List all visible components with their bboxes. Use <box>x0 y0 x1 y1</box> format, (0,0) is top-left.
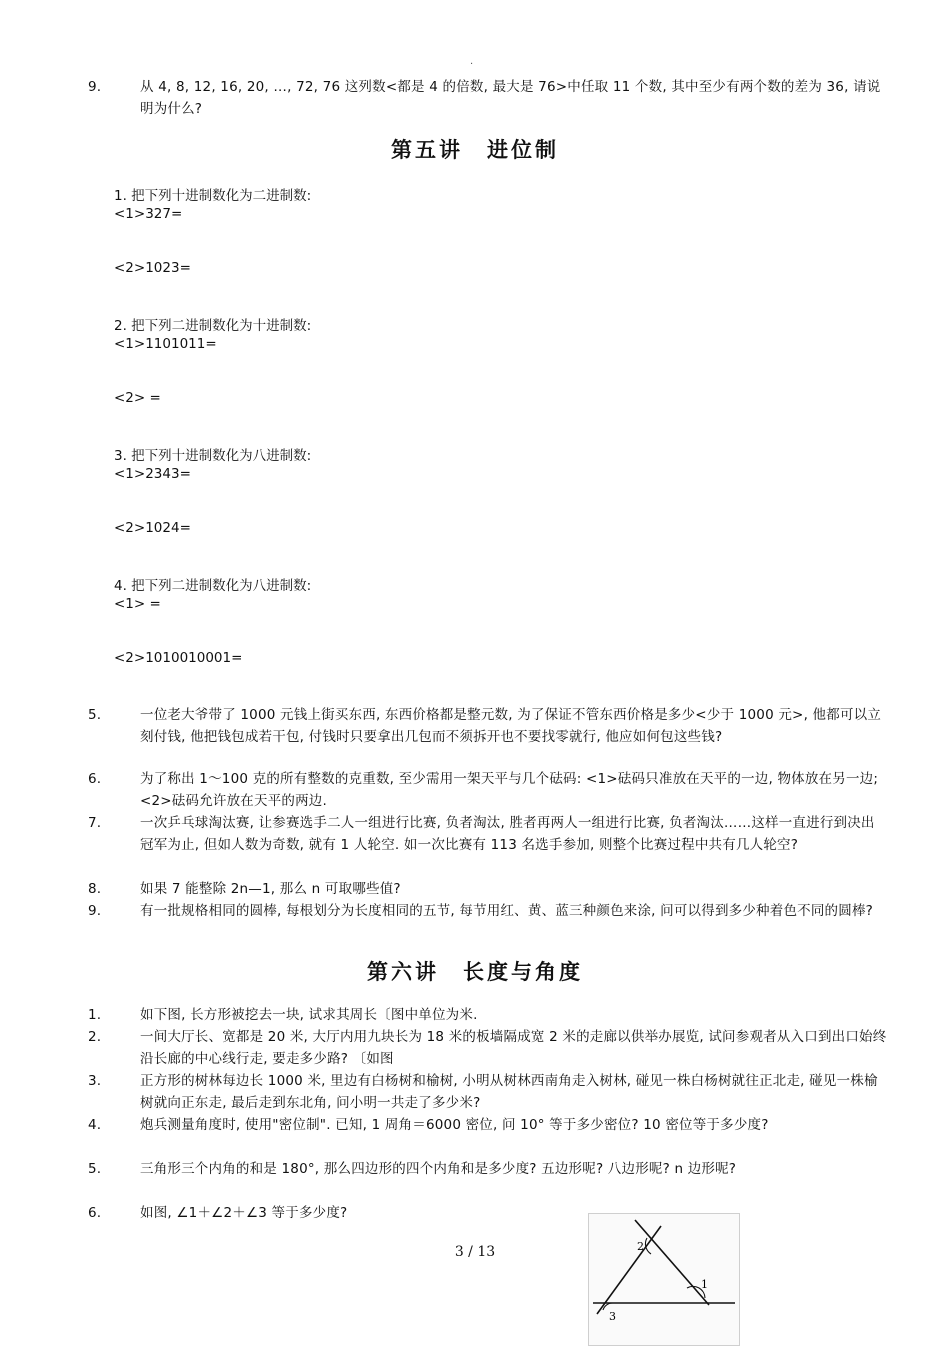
l5-q3-b: <2>1024= <box>114 520 191 536</box>
question-text: 为了称出 1～100 克的所有整数的克重数, 至少需用一架天平与几个砝码: <1>砝码只准放在天平的一边, 物体放在另一边; <2>砝码允许放在天平的两边. <box>140 771 879 809</box>
question-number: 4. <box>88 1117 102 1133</box>
question-number: 2. <box>88 1029 102 1045</box>
lecture5-title: 第五讲 进位制 <box>391 137 559 162</box>
angle-figure <box>588 1213 740 1346</box>
question-text: 三角形三个内角的和是 180°, 那么四边形的四个内角和是多少度? 五边形呢? 八边形呢? n 边形呢? <box>140 1161 737 1177</box>
l5-q4-title: 4. 把下列二进制数化为八进制数: <box>114 578 312 594</box>
question-number: 7. <box>88 815 102 831</box>
question-text: 如图, ∠1＋∠2＋∠3 等于多少度? <box>140 1205 348 1221</box>
question-number: 6. <box>88 771 102 787</box>
angle-3-label: 3 <box>609 1310 616 1323</box>
question-text: 一次乒乓球淘汰赛, 让参赛选手二人一组进行比赛, 负者淘汰, 胜者再两人一组进行比赛, 负者淘汰……这样一直进行到决出冠军为止, 但如人数为奇数, 就有 1 人轮空. 如一次比赛有 113 名选手参加, 则整个比赛过程中共有几人轮空? <box>140 815 875 853</box>
right-side-line <box>635 1220 709 1305</box>
question-text: 一位老大爷带了 1000 元钱上街买东西, 东西价格都是整元数, 为了保证不管东西价格是多少<少于 1000 元>, 他都可以立刻付钱, 他把钱包成若干包, 付钱时只要拿出几包而不须拆开也不要找零就行, 他应如何包这些钱? <box>140 707 882 745</box>
l5-q2-a: <1>1101011= <box>114 336 217 352</box>
angle-2-label: 2 <box>637 1240 644 1253</box>
l6-q4 <box>88 1114 888 1136</box>
question-text: 如下图, 长方形被挖去一块, 试求其周长〔图中单位为米. <box>140 1007 478 1023</box>
l6-q3 <box>88 1070 888 1114</box>
page-mark: . <box>470 56 474 67</box>
l5-q7 <box>88 812 888 856</box>
question-text: 从 4, 8, 12, 16, 20, …, 72, 76 这列数<都是 4 的倍数, 最大是 76>中任取 11 个数, 其中至少有两个数的差为 36, 请说明为什么? <box>140 79 881 117</box>
l5-q5 <box>88 704 888 748</box>
l6-q1 <box>88 1004 888 1026</box>
question-number: 9. <box>88 903 102 919</box>
question-number: 1. <box>88 1007 102 1023</box>
l5-q1-title: 1. 把下列十进制数化为二进制数: <box>114 188 312 204</box>
l5-q8 <box>88 878 888 900</box>
question-number: 5. <box>88 1161 102 1177</box>
question-text: 有一批规格相同的圆棒, 每根划分为长度相同的五节, 每节用红、黄、蓝三种颜色来涂, 问可以得到多少种着色不同的圆棒? <box>140 903 874 919</box>
l5-q3-title: 3. 把下列十进制数化为八进制数: <box>114 448 312 464</box>
l5-q4-a: <1> = <box>114 596 161 612</box>
l5-q9 <box>88 900 888 922</box>
l5-q6 <box>88 768 888 812</box>
angle-diagram <box>589 1214 739 1345</box>
left-side-line <box>597 1226 661 1314</box>
page-number: 3 / 13 <box>454 1244 496 1260</box>
question-text: 正方形的树林每边长 1000 米, 里边有白杨树和榆树, 小明从树林西南角走入树林, 碰见一株白杨树就往正北走, 碰见一株榆树就向正东走, 最后走到东北角, 问小明一共走了多少米? <box>140 1073 878 1111</box>
question-text: 炮兵测量角度时, 使用"密位制". 已知, 1 周角＝6000 密位, 问 10° 等于多少密位? 10 密位等于多少度? <box>140 1117 769 1133</box>
question-number: 3. <box>88 1073 102 1089</box>
intro-question <box>88 76 888 120</box>
l6-q5 <box>88 1158 888 1180</box>
l5-q3-a: <1>2343= <box>114 466 191 482</box>
question-text: 一间大厅长、宽都是 20 米, 大厅内用九块长为 18 米的板墙隔成宽 2 米的走廊以供举办展览, 试问参观者从入口到出口始终沿长廊的中心线行走, 要走多少路? 〔如图 <box>140 1029 887 1067</box>
l5-q4-b: <2>1010010001= <box>114 650 243 666</box>
question-text: 如果 7 能整除 2n—1, 那么 n 可取哪些值? <box>140 881 401 897</box>
l5-q1-a: <1>327= <box>114 206 183 222</box>
angle-1-label: 1 <box>701 1278 708 1291</box>
question-number: 5. <box>88 707 102 723</box>
question-number: 9. <box>88 79 102 95</box>
l6-q2 <box>88 1026 888 1070</box>
l5-q2-b: <2> = <box>114 390 161 406</box>
question-number: 6. <box>88 1205 102 1221</box>
l5-q2-title: 2. 把下列二进制数化为十进制数: <box>114 318 312 334</box>
lecture6-title: 第六讲 长度与角度 <box>367 959 583 984</box>
l5-q1-b: <2>1023= <box>114 260 191 276</box>
question-number: 8. <box>88 881 102 897</box>
l6-q6 <box>88 1202 888 1224</box>
